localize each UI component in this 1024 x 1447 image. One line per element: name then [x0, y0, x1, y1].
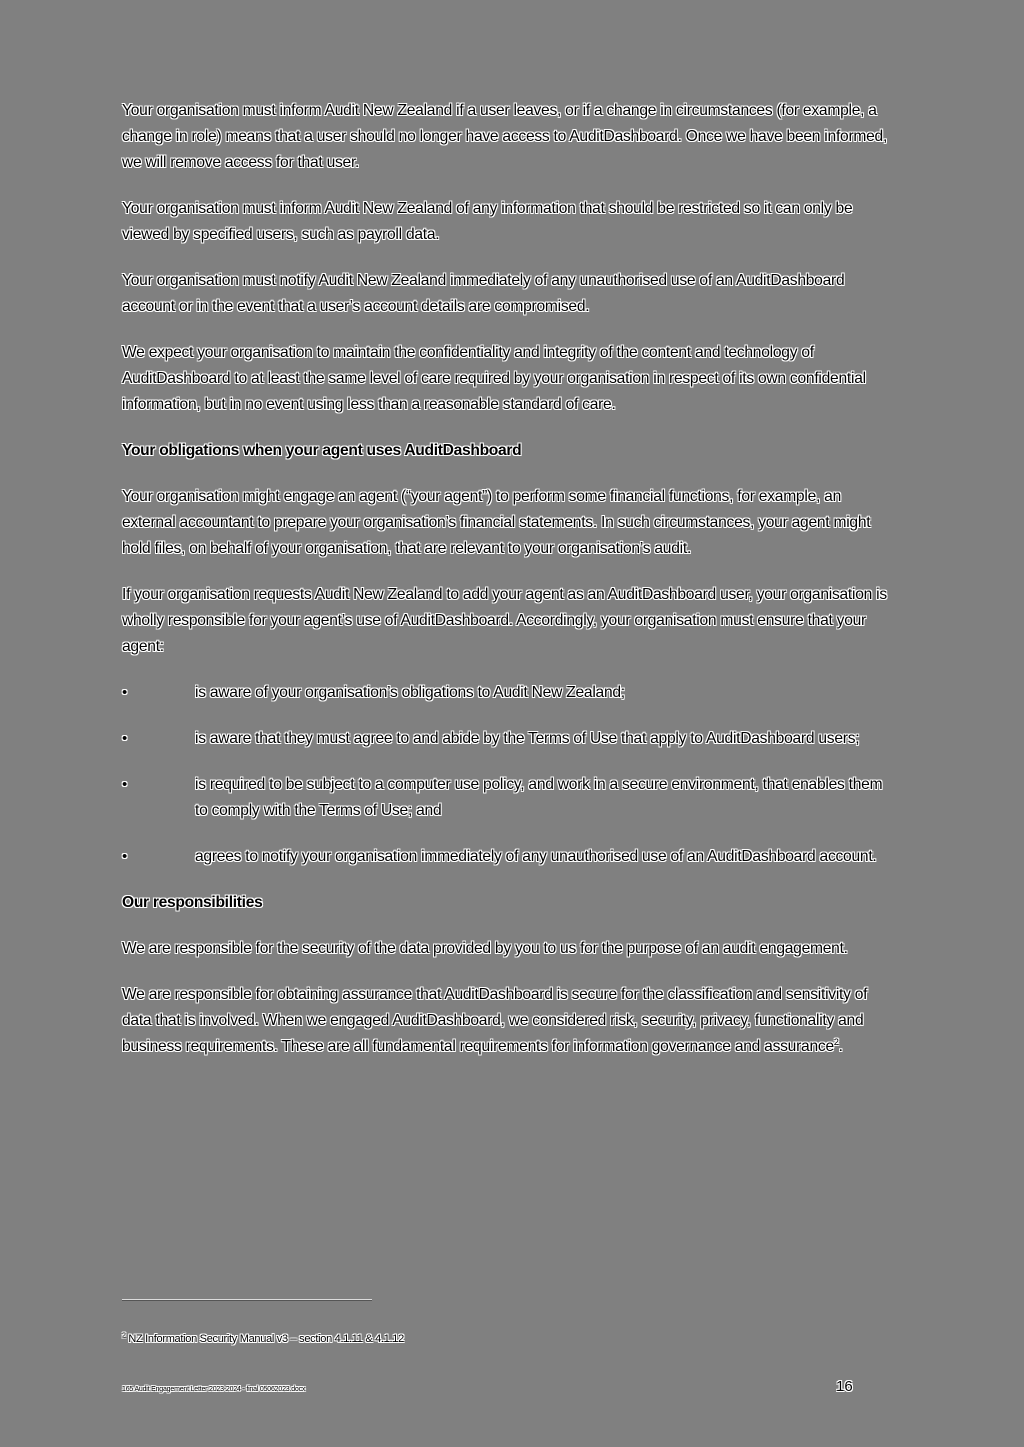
list-item — [122, 772, 897, 824]
paragraph-assurance-end: . — [838, 1038, 843, 1055]
heading-agent-obligations: Your obligations when your agent uses AuditDashboard — [122, 442, 522, 459]
paragraph-agent-request: If your organisation requests Audit New Zealand to add your agent as an AuditDashboard user, your organisation is wholly responsible for your agent’s use of AuditDashboard. Accordingly, your organisation must ensure that your agent: — [122, 586, 887, 655]
footnote-reference[interactable]: 2 — [833, 1036, 839, 1047]
list-item-text: is required to be subject to a computer use policy, and work in a secure environment, that enables them to comply with the Terms of Use; and — [195, 776, 883, 819]
bullet-icon: • — [122, 848, 128, 865]
heading-our-responsibilities: Our responsibilities — [122, 894, 263, 911]
paragraph-restricted-info: Your organisation must inform Audit New Zealand of any information that should be restricted so it can only be viewed by specified users, such as payroll data. — [122, 200, 853, 243]
footnote-text: NZ Information Security Manual v3 – section 4.1.11 & 4.1.12 — [128, 1333, 404, 1345]
page-number: 16 — [836, 1378, 853, 1395]
paragraph-data-security: We are responsible for the security of the data provided by you to us for the purpose of an audit engagement. — [122, 940, 848, 957]
paragraph-confidentiality: We expect your organisation to maintain the confidentiality and integrity of the content and technology of AuditDashboard to at least the same level of care required by your organisation in respect of its own confidential information, but in no event using less than a reasonable standard of care. — [122, 344, 866, 413]
footnote-number: 2 — [122, 1332, 126, 1340]
list-item — [122, 680, 897, 706]
bullet-icon: • — [122, 776, 128, 793]
list-item-text: is aware of your organisation’s obligations to Audit New Zealand; — [195, 684, 625, 701]
list-item — [122, 726, 897, 752]
paragraph-unauthorised-use: Your organisation must notify Audit New Zealand immediately of any unauthorised use of an AuditDashboard account or in the event that a user’s account details are compromised. — [122, 272, 845, 315]
paragraph-assurance — [122, 982, 897, 1060]
list-item-text: is aware that they must agree to and abide by the Terms of Use that apply to AuditDashboard users; — [195, 730, 860, 747]
agent-obligations-list — [122, 680, 897, 870]
list-item-text: agrees to notify your organisation immediately of any unauthorised use of an AuditDashboard account. — [195, 848, 877, 865]
document-page — [122, 98, 897, 1080]
bullet-icon: • — [122, 730, 128, 747]
paragraph-agent-engage: Your organisation might engage an agent (“your agent”) to perform some financial functions, for example, an external accountant to prepare your organisation’s financial statements. In such circumstances, your agent might hold files, on behalf of your organisation, that are relevant to your organisation’s audit. — [122, 488, 871, 557]
bullet-icon: • — [122, 684, 128, 701]
footnote — [122, 1331, 404, 1347]
footer-filename: 165 Audit Engagement Letter 2023-2024 - final 05062023.docx — [122, 1386, 306, 1393]
paragraph-assurance-text: We are responsible for obtaining assurance that AuditDashboard is secure for the classification and sensitivity of data that is involved. When we engaged AuditDashboard, we considered risk, security, privacy, functionality and business requirements. These are all fundamental requirements for information governance and assurance — [122, 986, 868, 1055]
paragraph-user-leaves: Your organisation must inform Audit New Zealand if a user leaves, or if a change in circumstances (for example, a change in role) means that a user should no longer have access to AuditDashboard. Once we have been informed, we will remove access for that user. — [122, 102, 888, 171]
footnote-separator — [122, 1299, 372, 1300]
list-item — [122, 844, 897, 870]
